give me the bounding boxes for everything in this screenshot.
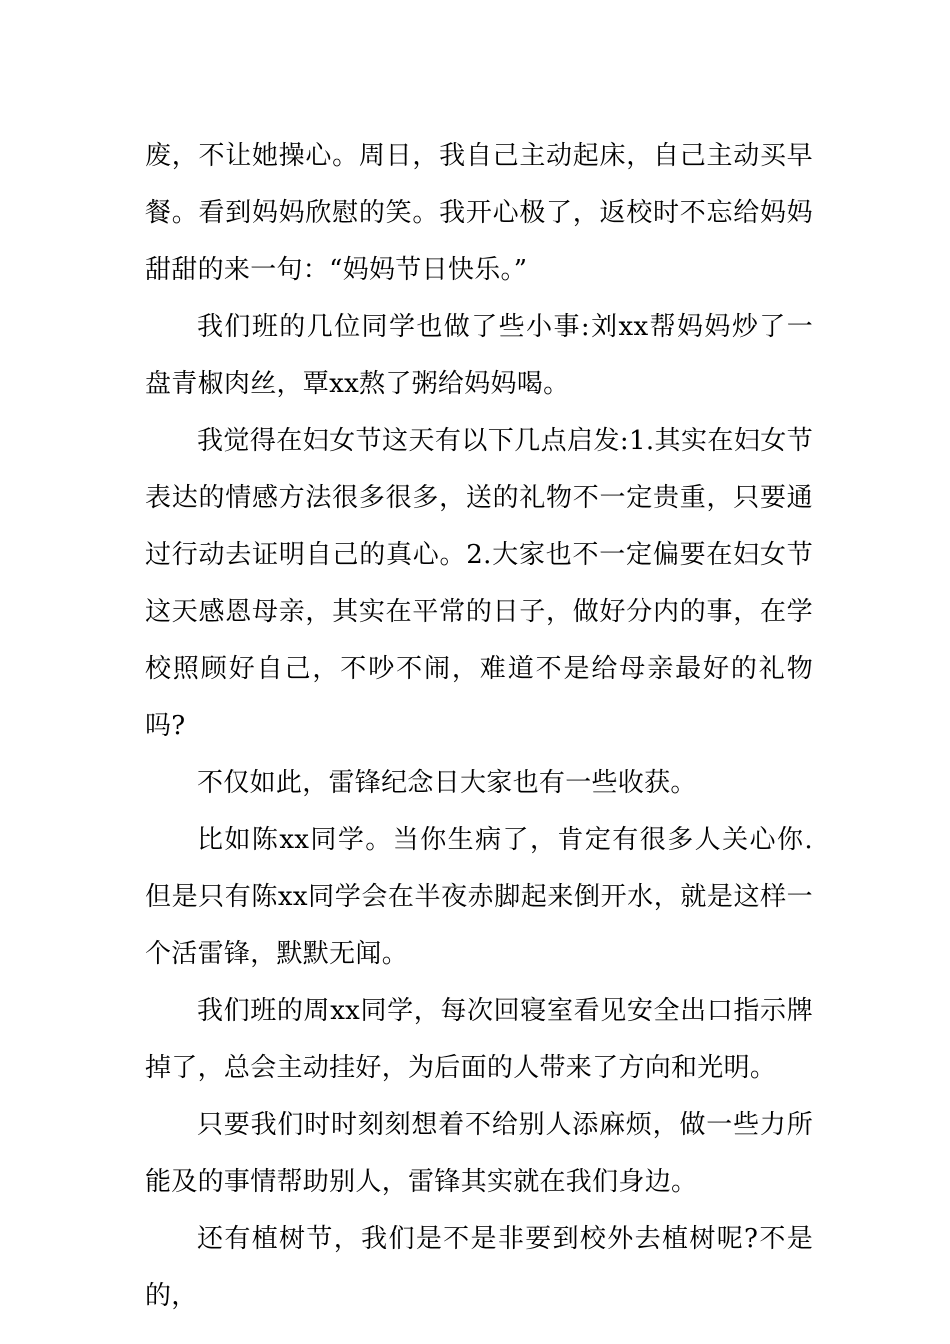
- paragraph-leifeng-conclusion: 只要我们时时刻刻想着不给别人添麻烦，做一些力所能及的事情帮助别人，雷锋其实就在我们身边。: [145, 1110, 813, 1197]
- paragraph-continuation: 废，不让她操心。周日，我自己主动起床，自己主动买早餐。看到妈妈欣慰的笑。我开心极了，返校时不忘给妈妈甜甜的来一句：“妈妈节日快乐。”: [145, 141, 813, 285]
- paragraph-classmates-deeds: 我们班的几位同学也做了些小事:刘xx帮妈妈炒了一盘青椒肉丝，覃xx熬了粥给妈妈喝。: [145, 312, 813, 399]
- paragraph-arbor-day: 还有植树节，我们是不是非要到校外去植树呢?不是的，: [145, 1224, 813, 1311]
- paragraph-classmate-zhou: 我们班的周xx同学，每次回寝室看见安全出口指示牌掉了，总会主动挂好，为后面的人带来了方向和光明。: [145, 996, 813, 1083]
- paragraph-womens-day-insights: 我觉得在妇女节这天有以下几点启发:1.其实在妇女节表达的情感方法很多很多，送的礼物不一定贵重，只要通过行动去证明自己的真心。2.大家也不一定偏要在妇女节这天感恩母亲，其实在平常的日子，做好分内的事，在学校照顾好自己，不吵不闹，难道不是给母亲最好的礼物吗?: [145, 426, 813, 741]
- document-body: [145, 128, 813, 1325]
- paragraph-leifeng-day-intro: 不仅如此，雷锋纪念日大家也有一些收获。: [197, 768, 697, 798]
- paragraph-classmate-chen: 比如陈xx同学。当你生病了，肯定有很多人关心你.但是只有陈xx同学会在半夜赤脚起来倒开水，就是这样一个活雷锋，默默无闻。: [145, 825, 813, 969]
